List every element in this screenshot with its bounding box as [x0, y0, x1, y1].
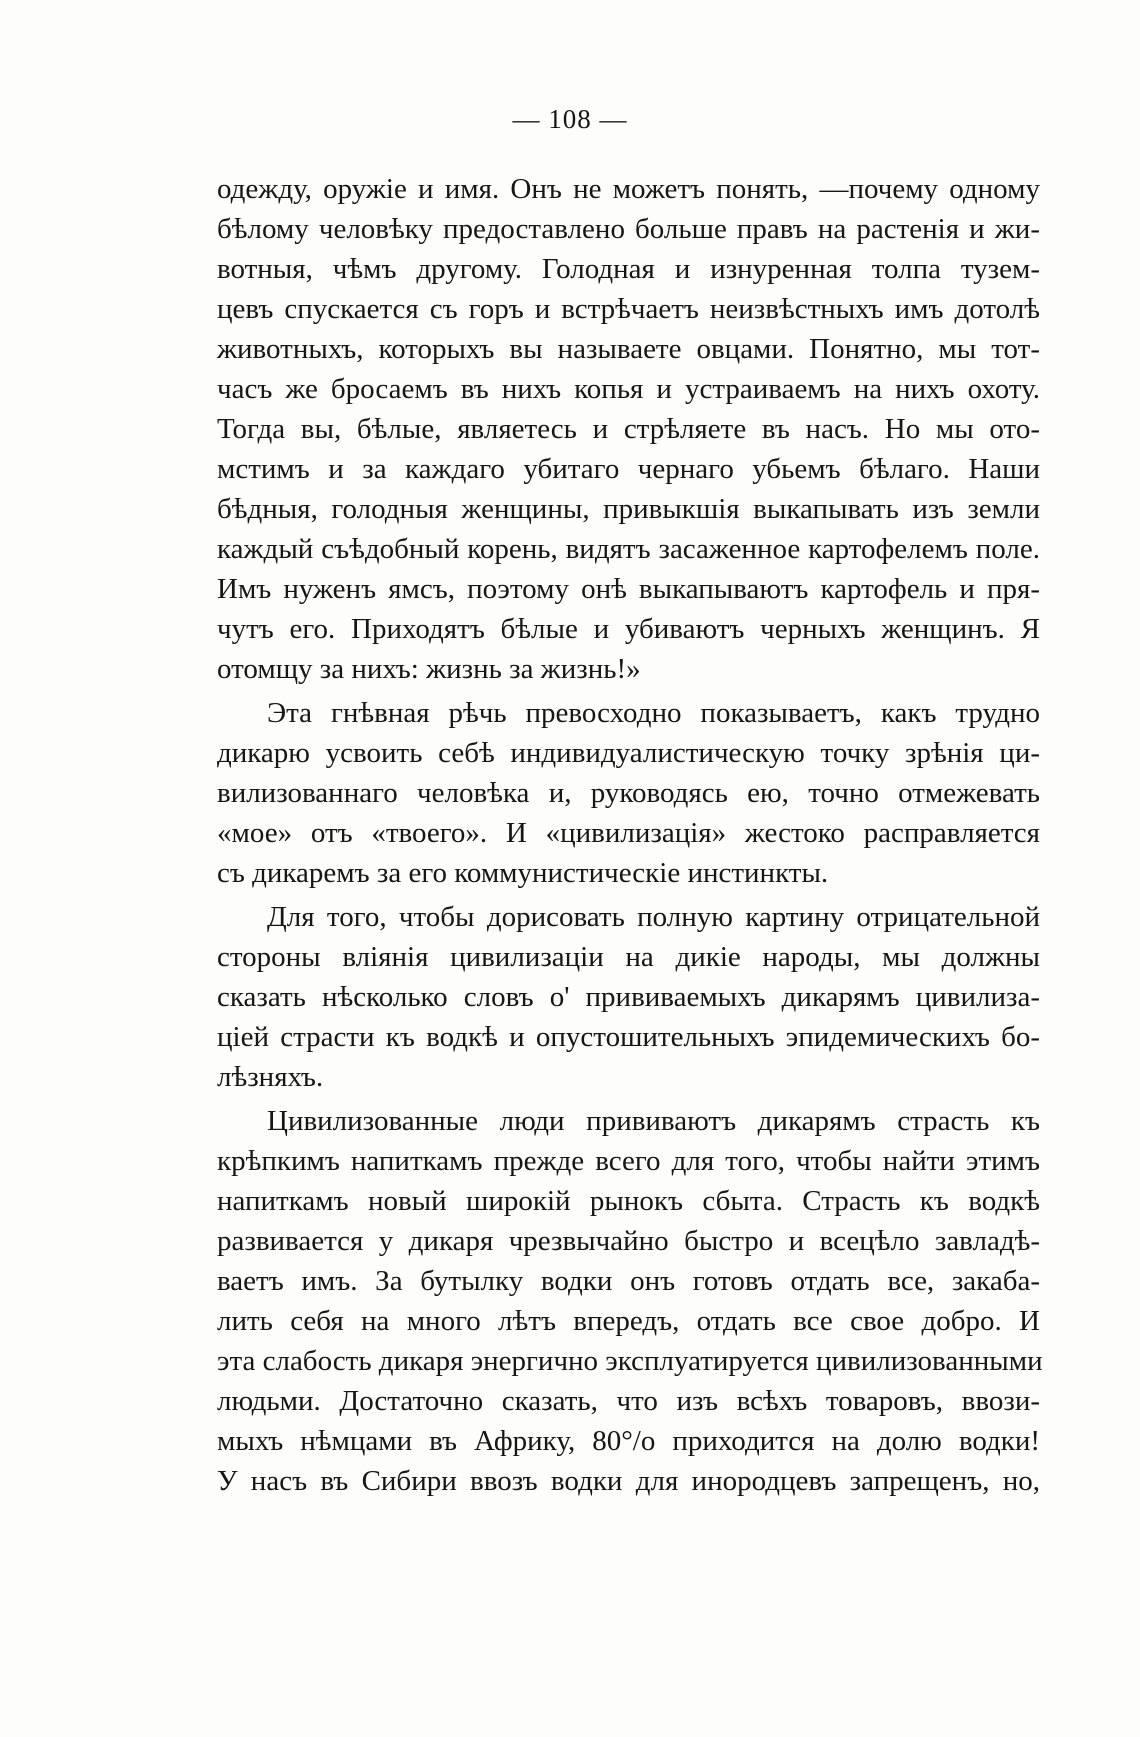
text-line: лить себя на много лѣтъ впередъ, отдать все свое добро. И [217, 1305, 1040, 1337]
text-line: вотныя, чѣмъ другому. Голодная и изнуренная толпа тузем- [217, 253, 1040, 285]
text-line: сказать нѣсколько словъ о' прививаемыхъ дикарямъ цивилиза- [217, 981, 1040, 1013]
text-line: вилизованнаго человѣка и, руководясь ею, точно отмежевать [217, 777, 1040, 809]
text-line: Тогда вы, бѣлые, являетесь и стрѣляете въ насъ. Но мы ото- [217, 413, 1040, 445]
text-line: развивается у дикаря чрезвычайно быстро и всецѣло завладѣ- [217, 1225, 1040, 1257]
text-line: мстимъ и за каждаго убитаго чернаго убьемъ бѣлаго. Наши [217, 453, 1040, 485]
text-line: Для того, чтобы дорисовать полную картину отрицательной [267, 901, 1040, 933]
text-line: эта слабость дикаря энергично эксплуатируется цивилизованными [217, 1345, 1043, 1377]
text-line: крѣпкимъ напиткамъ прежде всего для того, чтобы найти этимъ [217, 1145, 1040, 1177]
text-line: отомщу за нихъ: жизнь за жизнь!» [217, 653, 641, 685]
text-line: Цивилизованные люди прививаютъ дикарямъ страсть къ [267, 1105, 1040, 1137]
paragraph [217, 169, 1040, 689]
text-line: дикарю усвоить себѣ индивидуалистическую точку зрѣнія ци- [217, 737, 1040, 769]
text-line: часъ же бросаемъ въ нихъ копья и устраиваемъ на нихъ охоту. [217, 373, 1040, 405]
text-line: съ дикаремъ за его коммунистическіе инстинкты. [217, 857, 829, 889]
text-line: «мое» отъ «твоего». И «цивилизація» жестоко расправляется [217, 817, 1040, 849]
text-line: одежду, оружіе и имя. Онъ не можетъ понять, —почему одному [217, 173, 1040, 205]
text-line: бѣдныя, голодныя женщины, привыкшія выкапывать изъ земли [217, 493, 1040, 525]
page-body-text [217, 169, 1043, 1505]
text-line: мыхъ нѣмцами въ Африку, 80°/о приходится на долю водки! [217, 1425, 1040, 1457]
text-line: бѣлому человѣку предоставлено больше правъ на растенія и жи- [217, 213, 1040, 245]
text-line: чутъ его. Приходятъ бѣлые и убиваютъ черныхъ женщинъ. Я [217, 613, 1040, 645]
text-line: ціей страсти къ водкѣ и опустошительныхъ эпидемическихъ бо- [217, 1021, 1040, 1053]
text-line: людьми. Достаточно сказать, что изъ всѣхъ товаровъ, ввози- [217, 1385, 1040, 1417]
paragraph [217, 1101, 1043, 1501]
text-line: Имъ нуженъ ямсъ, поэтому онѣ выкапываютъ картофель и пря- [217, 573, 1040, 605]
text-line: животныхъ, которыхъ вы называете овцами. Понятно, мы тот- [217, 333, 1040, 365]
paragraph [217, 693, 1040, 893]
text-line: лѣзняхъ. [217, 1061, 324, 1093]
paragraph [217, 897, 1040, 1097]
text-line: напиткамъ новый широкій рынокъ сбыта. Страсть къ водкѣ [217, 1185, 1040, 1217]
text-line: каждый съѣдобный корень, видятъ засаженное картофелемъ поле. [217, 533, 1040, 565]
text-line: ваетъ имъ. За бутылку водки онъ готовъ отдать все, закаба- [217, 1265, 1040, 1297]
text-line: Эта гнѣвная рѣчь превосходно показываетъ, какъ трудно [267, 697, 1040, 729]
text-line: цевъ спускается съ горъ и встрѣчаетъ неизвѣстныхъ имъ дотолѣ [217, 293, 1040, 325]
text-line: У насъ въ Сибири ввозъ водки для инородцевъ запрещенъ, но, [217, 1465, 1040, 1497]
page-number: — 108 — [512, 104, 628, 134]
text-line: стороны вліянія цивилизаціи на дикіе народы, мы должны [217, 941, 1040, 973]
